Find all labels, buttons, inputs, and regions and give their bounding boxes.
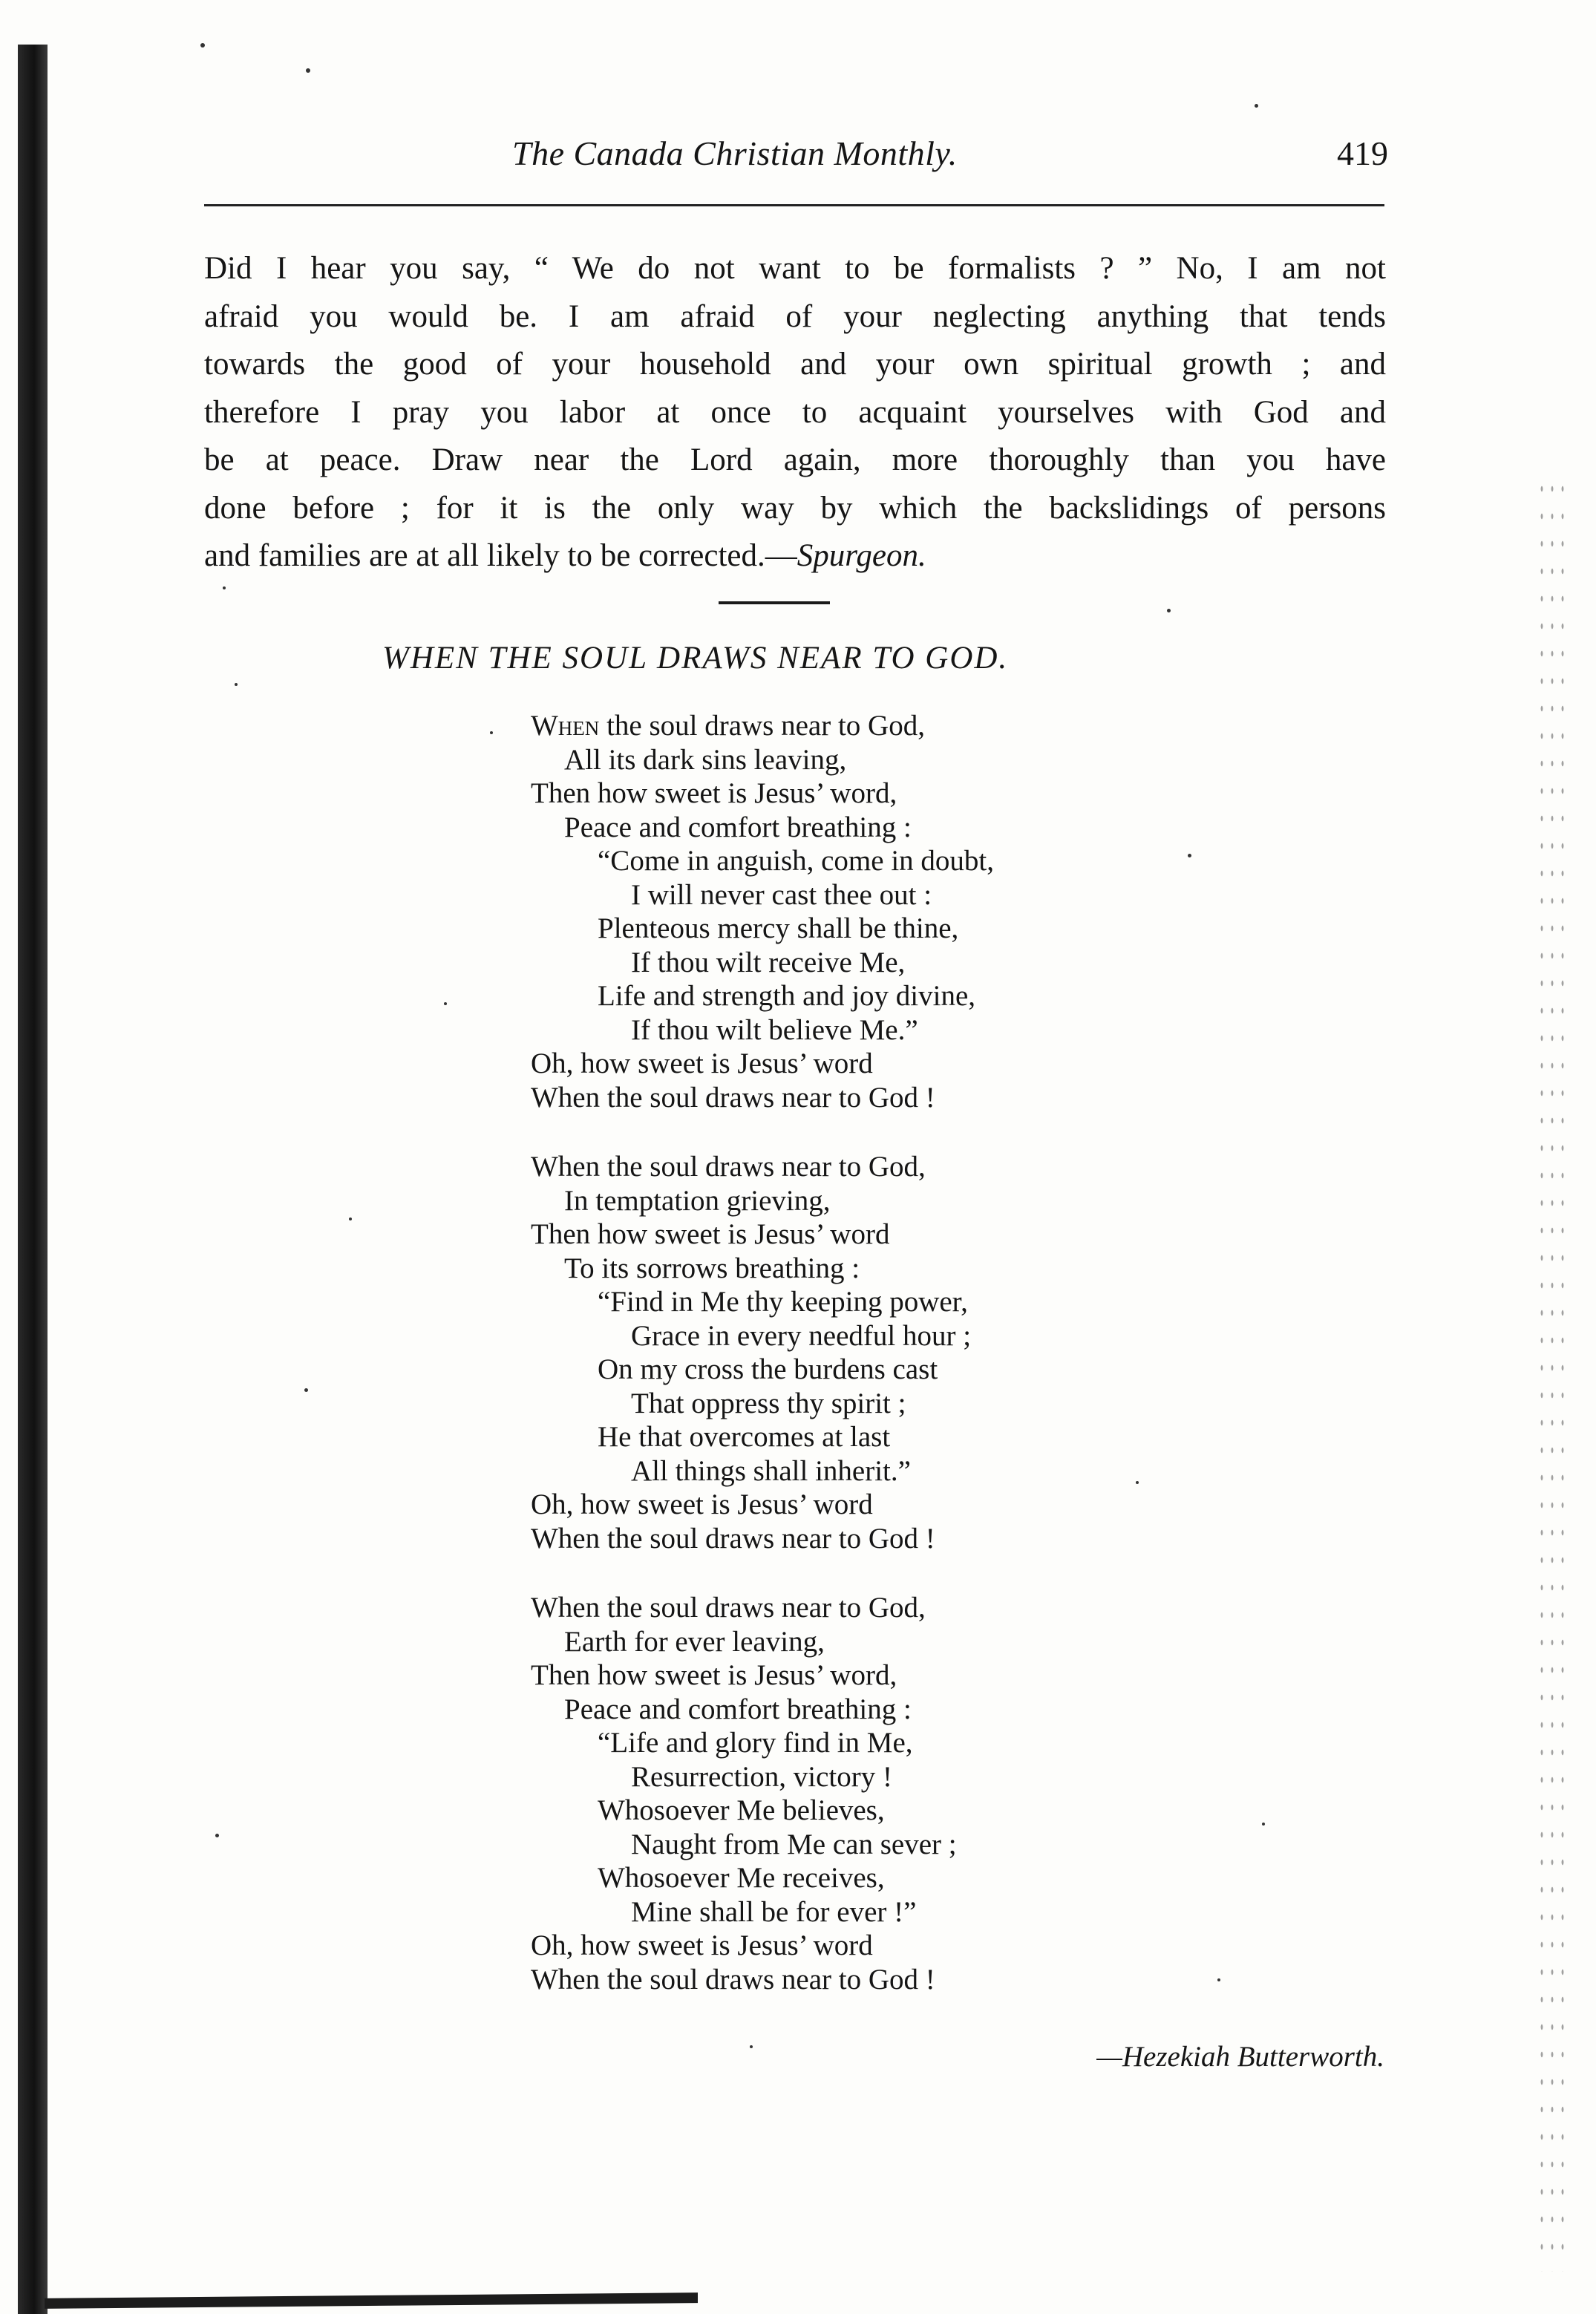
scan-speck <box>1217 1978 1220 1981</box>
verse-line: Mine shall be for ever !” <box>631 1895 917 1928</box>
binding-edge <box>18 45 48 2314</box>
verse-line: That oppress thy spirit ; <box>631 1387 906 1419</box>
verse-line <box>531 709 994 743</box>
verse-line: Peace and comfort breathing : <box>564 1693 912 1725</box>
prose-line: be at peace. Draw near the Lord again, more thoroughly than you have <box>204 442 1386 477</box>
verse-line: Oh, how sweet is Jesus’ word <box>531 1488 873 1520</box>
verse-line: Then how sweet is Jesus’ word <box>531 1218 890 1250</box>
verse-line: “Life and glory find in Me, <box>598 1727 913 1759</box>
prose-line: afraid you would be. I am afraid of your neglecting anything that tends <box>204 298 1386 334</box>
stanza-3 <box>531 1591 994 1996</box>
scan-speck <box>1136 1481 1139 1484</box>
verse-line: Whosoever Me receives, <box>598 1862 885 1894</box>
prose-line: therefore I pray you labor at once to acquaint yourselves with God and <box>204 394 1386 430</box>
scan-speck <box>1188 854 1191 857</box>
verse-line: All its dark sins leaving, <box>564 743 847 776</box>
verse-line: Plenteous mercy shall be thine, <box>598 912 959 944</box>
verse-line: I will never cast thee out : <box>631 878 932 911</box>
prose-line: Did I hear you say, “ We do not want to be formalists ? ” No, I am not <box>204 251 1386 286</box>
verse-text: the soul draws near to God, <box>599 710 925 742</box>
verse-line: When the soul draws near to God ! <box>531 1522 935 1555</box>
verse-line: All things shall inherit.” <box>631 1454 911 1487</box>
scan-speck <box>200 43 205 48</box>
poem-title: WHEN THE SOUL DRAWS NEAR TO GOD. <box>382 641 1009 676</box>
verse-line: On my cross the burdens cast <box>598 1353 938 1385</box>
scan-noise <box>1537 475 1566 2272</box>
page-header <box>200 134 1388 186</box>
scan-speck <box>1255 104 1258 108</box>
verse-line: In temptation grieving, <box>564 1184 831 1217</box>
binding-bottom-edge <box>45 2292 698 2309</box>
verse-line: Oh, how sweet is Jesus’ word <box>531 1047 873 1079</box>
header-rule <box>204 204 1384 206</box>
verse-line: When the soul draws near to God ! <box>531 1963 935 1996</box>
verse-line: If thou wilt receive Me, <box>631 946 906 978</box>
verse-line: Naught from Me can sever ; <box>631 1828 957 1860</box>
scan-speck <box>306 68 310 73</box>
verse-line: Grace in every needful hour ; <box>631 1319 972 1352</box>
stanza-2 <box>531 1150 994 1555</box>
verse-line: Peace and comfort breathing : <box>564 811 912 843</box>
verse-line: When the soul draws near to God, <box>531 1151 926 1183</box>
verse-line: If thou wilt believe Me.” <box>631 1013 918 1046</box>
verse-line: When the soul draws near to God ! <box>531 1081 935 1114</box>
scan-speck <box>1262 1823 1265 1826</box>
poem-body <box>531 709 994 2032</box>
running-title: The Canada Christian Monthly. <box>512 134 958 172</box>
scan-speck <box>349 1218 352 1220</box>
scan-speck <box>223 586 226 589</box>
scan-speck <box>304 1388 308 1392</box>
drop-word: When <box>531 710 600 742</box>
prose-paragraph <box>204 245 1386 581</box>
verse-line: “Come in anguish, come in doubt, <box>598 845 995 877</box>
prose-line: towards the good of your household and your own spiritual growth ; and <box>204 347 1386 382</box>
verse-line: When the soul draws near to God, <box>531 1592 926 1624</box>
verse-line: Resurrection, victory ! <box>631 1760 892 1793</box>
scan-speck <box>490 731 493 734</box>
prose-line-text: and families are at all likely to be corrected.— <box>204 538 797 573</box>
verse-line: Life and strength and joy divine, <box>598 980 976 1012</box>
verse-line: “Find in Me thy keeping power, <box>598 1286 968 1318</box>
stanza-1 <box>531 709 994 1114</box>
verse-line: To its sorrows breathing : <box>564 1252 860 1284</box>
page-number: 419 <box>1337 134 1388 172</box>
scan-speck <box>235 683 238 686</box>
prose-last-line <box>204 532 1386 581</box>
scan-speck <box>750 2045 753 2048</box>
scan-speck <box>444 1002 447 1005</box>
verse-line: Then how sweet is Jesus’ word, <box>531 1659 897 1691</box>
poem-author: —Hezekiah Butterworth. <box>1096 2041 1384 2073</box>
prose-attribution: Spurgeon. <box>797 538 926 573</box>
verse-line: He that overcomes at last <box>598 1421 891 1453</box>
scan-speck <box>215 1834 219 1837</box>
verse-line: Whosoever Me believes, <box>598 1794 885 1826</box>
verse-line: Then how sweet is Jesus’ word, <box>531 777 897 809</box>
verse-line: Oh, how sweet is Jesus’ word <box>531 1929 873 1961</box>
scan-speck <box>1167 609 1171 612</box>
verse-line: Earth for ever leaving, <box>564 1625 825 1658</box>
section-divider <box>719 601 830 604</box>
prose-line: done before ; for it is the only way by which the backslidings of persons <box>204 490 1386 526</box>
